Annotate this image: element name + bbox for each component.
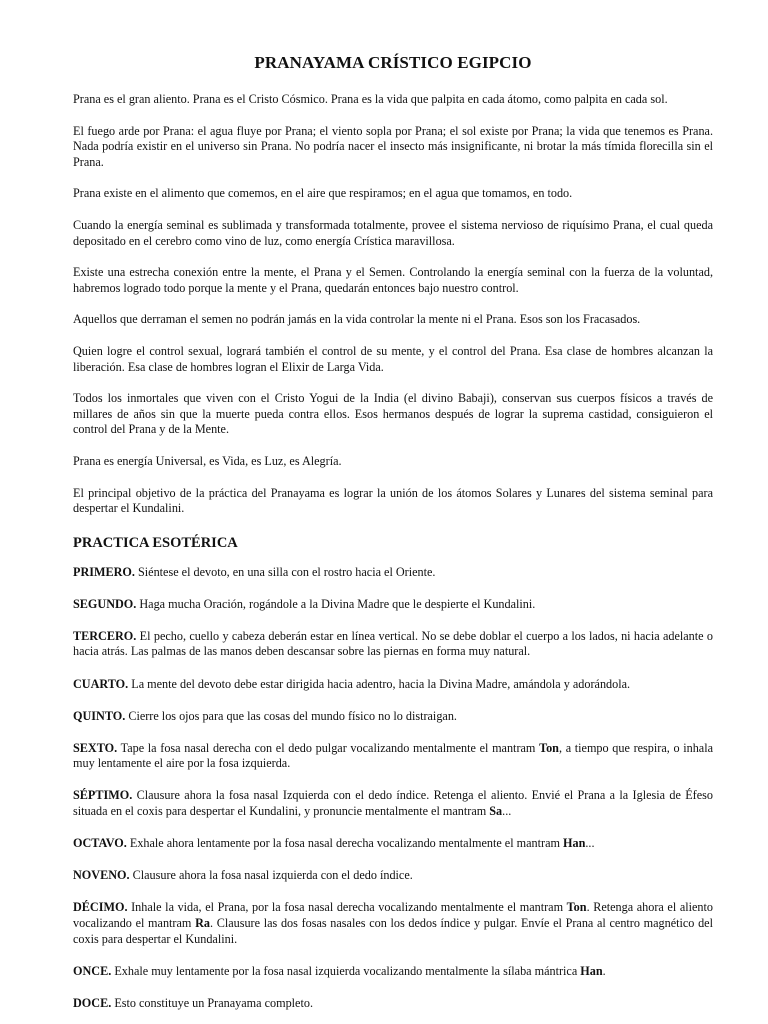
- mantram: Ra: [195, 915, 210, 930]
- step-label: CUARTO.: [73, 676, 129, 691]
- step-label: ONCE.: [73, 963, 112, 978]
- step-text: , a tiempo que respira, o inhala muy lentamente el aire por la fosa izquierda.: [73, 740, 713, 771]
- step-text: La mente del devoto debe estar dirigida hacia adentro, hacia la Divina Madre, amándola y adorándola.: [128, 676, 631, 691]
- step-segundo: [73, 597, 713, 613]
- step-label: QUINTO.: [73, 708, 126, 723]
- paragraph: Existe una estrecha conexión entre la mente, el Prana y el Semen. Controlando la energía seminal con la fuerza de la voluntad, habremos logrado todo porque la mente y el Prana, quedarán entonces bajo nuestro control.: [73, 265, 713, 295]
- paragraph: Prana es energía Universal, es Vida, es Luz, es Alegría.: [73, 453, 342, 468]
- step-text: Clausure ahora la fosa nasal izquierda con el dedo índice.: [129, 868, 413, 883]
- step-text: Tape la fosa nasal derecha con el dedo pulgar vocalizando mentalmente el mantram: [117, 740, 540, 755]
- step-septimo: [73, 788, 713, 819]
- paragraph: Aquellos que derraman el semen no podrán jamás en la vida controlar la mente ni el Prana. Esos son los Fracasados.: [73, 312, 641, 327]
- step-text: Cierre los ojos para que las cosas del mundo físico no lo distraigan.: [125, 708, 457, 723]
- step-tercero: [73, 629, 713, 660]
- step-text: Siéntese el devoto, en una silla con el rostro hacia el Oriente.: [134, 564, 436, 579]
- paragraph: Prana existe en el alimento que comemos, en el aire que respiramos; en el agua que tomamos, en todo.: [73, 186, 573, 201]
- step-text: . Retenga ahora el aliento vocalizando el mantram: [73, 900, 713, 930]
- step-label: SÉPTIMO.: [73, 788, 133, 803]
- step-label: SEXTO.: [73, 740, 118, 755]
- step-text: Clausure ahora la fosa nasal Izquierda con el dedo índice. Retenga el aliento. Envié el Prana a la Iglesia de Éfeso situada en el coxis para despertar el Kundalini, y pronuncie mentalmente el mantram: [73, 788, 713, 819]
- mantram: Sa: [489, 804, 503, 819]
- step-text: ...: [585, 836, 595, 851]
- step-octavo: [73, 836, 713, 852]
- step-label: PRIMERO.: [73, 564, 135, 579]
- step-label: DOCE.: [73, 995, 112, 1010]
- step-label: OCTAVO.: [73, 836, 127, 851]
- step-text: Exhale muy lentamente por la fosa nasal izquierda vocalizando mentalmente la sílaba mántrica: [111, 963, 581, 978]
- step-noveno: [73, 868, 713, 884]
- step-sexto: [73, 741, 713, 772]
- paragraph: El principal objetivo de la práctica del Pranayama es lograr la unión de los átomos Solares y Lunares del sistema seminal para despertar el Kundalini.: [73, 485, 713, 516]
- paragraph: Todos los inmortales que viven con el Cristo Yogui de la India (el divino Babaji), conservan sus cuerpos físicos a través de millares de años sin que la muerte pueda contra ellos. Esos hermanos después de lograr la suprema castidad, consiguieron el control del Prana y de la Mente.: [73, 391, 713, 437]
- paragraph: Prana es el gran aliento. Prana es el Cristo Cósmico. Prana es la vida que palpita en cada átomo, como palpita en cada sol.: [73, 92, 668, 106]
- mantram: Ton: [566, 900, 587, 915]
- paragraph: El fuego arde por Prana: el agua fluye por Prana; el viento sopla por Prana; el sol existe por Prana; la vida que tenemos es Prana. Nada podría existir en el universo sin Prana. No podría nacer el insecto más insignificante, ni brotar la más tímida florecilla sin el Prana.: [73, 123, 713, 169]
- step-text: ...: [502, 804, 512, 819]
- step-text: Esto constituye un Pranayama completo.: [111, 995, 313, 1010]
- step-text: Exhale ahora lentamente por la fosa nasal derecha vocalizando mentalmente el mantram: [126, 836, 564, 851]
- step-text: . Clausure las dos fosas nasales con los dedos índice y pulgar. Envíe el Prana al centro magnético del coxis para despertar el Kundalini.: [73, 915, 713, 946]
- paragraph: Quien logre el control sexual, logrará también el control de su mente, y el control del Prana. Esa clase de hombres alcanzan la liberación. Esa clase de hombres logran el Elixir de Larga Vida.: [73, 343, 713, 374]
- step-text: Inhale la vida, el Prana, por la fosa nasal derecha vocalizando mentalmente el mantram: [127, 900, 567, 915]
- step-decimo: [73, 900, 713, 947]
- step-cuarto: [73, 677, 713, 693]
- mantram: Han: [563, 836, 586, 851]
- document-body: [73, 52, 713, 1024]
- step-once: [73, 964, 713, 980]
- step-label: SEGUNDO.: [73, 596, 137, 611]
- step-label: DÉCIMO.: [73, 900, 128, 915]
- step-label: NOVENO.: [73, 868, 130, 883]
- step-primero: [73, 565, 713, 581]
- step-label: TERCERO.: [73, 628, 137, 643]
- mantram: Han: [580, 963, 603, 978]
- mantram: Ton: [539, 740, 559, 755]
- step-text: .: [602, 963, 606, 978]
- section-heading: PRACTICA ESOTÉRICA: [73, 534, 238, 551]
- paragraph: Cuando la energía seminal es sublimada y transformada totalmente, provee el sistema nervioso de riquísimo Prana, el cual queda depositado en el cerebro como vino de luz, como energía Crística maravillosa.: [73, 217, 713, 248]
- document-title: PRANAYAMA CRÍSTICO EGIPCIO: [254, 53, 532, 72]
- step-quinto: [73, 709, 713, 725]
- step-text: Haga mucha Oración, rogándole a la Divina Madre que le despierte el Kundalini.: [136, 596, 536, 611]
- step-text: El pecho, cuello y cabeza deberán estar en línea vertical. No se debe doblar el cuerpo a los lados, ni hacia adelante o hacia atrás. Las palmas de las manos deben descansar sobre las piernas en forma muy natural.: [73, 628, 713, 659]
- step-doce: [73, 996, 713, 1012]
